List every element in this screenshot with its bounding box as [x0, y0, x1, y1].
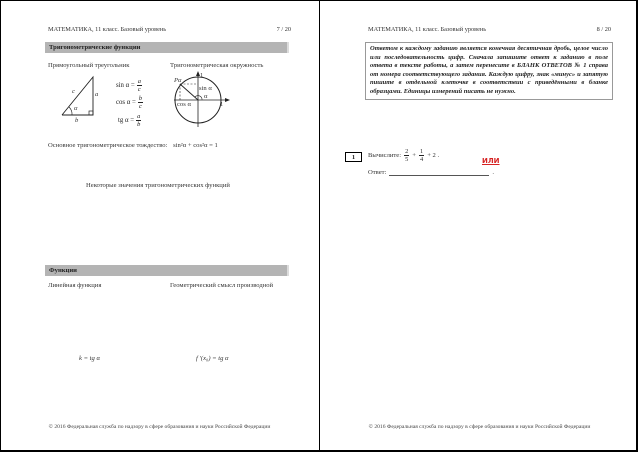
right-page [320, 0, 638, 452]
linear-function-graph [48, 290, 148, 352]
derivative-caption: f ′(x₀) = tg α [196, 355, 229, 362]
or-label: ИЛИ [482, 157, 500, 165]
circle-label-one-top: 1 [200, 72, 204, 79]
triangle-label-a: a [95, 91, 99, 98]
circle-label-sin: sin α [199, 85, 212, 92]
page-footer: © 2016 Федеральная служба по надзору в сфере образования и науки Российской Федерации [48, 424, 271, 430]
triangle-label-c: c [72, 88, 75, 95]
page-footer: © 2016 Федеральная служба по надзору в сфере образования и науки Российской Федерации [368, 424, 591, 430]
cos-formula: cos α = $\frac{b}{c}$ [116, 95, 143, 110]
identity-formula: sin²α + cos²α = 1 [173, 142, 218, 149]
page-number: 7 / 20 [276, 26, 291, 33]
triangle-title: Прямоугольный треугольник [48, 62, 130, 69]
table-caption: Некоторые значения тригонометрических функций [86, 182, 230, 189]
question-1a: Вычислите: $\frac{2}{5}$ + $\frac{1}{4}$ + 2 . [368, 148, 440, 163]
circle-label-p: Pα [174, 77, 182, 84]
answer-line[interactable] [389, 170, 489, 176]
instructions-box: Ответом к каждому заданию является конечная десятичная дробь, целое число или последовательность цифр. Сначала запишите ответ к заданию в поле ответа в тексте работы, а затем перенесите в БЛАНК ОТВЕТОВ № 1 справа от номера соответствующего задания. Каждую цифру, знак «минус» и запятую пишите в отдельной клеточке в соответствии с приведёнными в бланке образцами. Единицы измерений писать не нужно. [365, 42, 613, 100]
right-triangle-diagram [60, 75, 100, 120]
circle-label-alpha: α [204, 93, 208, 100]
derivative-title: Геометрический смысл производной [170, 282, 274, 289]
answer-field[interactable]: Ответ: . [368, 169, 495, 176]
circle-label-cos: cos α [177, 101, 191, 108]
triangle-label-alpha: α [74, 105, 78, 112]
sin-formula: sin α = $\frac{a}{c}$ [116, 78, 141, 93]
page-header-title: МАТЕМАТИКА, 11 класс. Базовый уровень [48, 26, 167, 33]
circle-title: Тригонометрическая окружность [170, 62, 264, 69]
section-trig-functions: Тригонометрические функции [45, 42, 289, 53]
derivative-graph [170, 290, 270, 352]
question-number: 1 [345, 152, 362, 162]
linear-title: Линейная функция [48, 282, 102, 289]
page-header-title: МАТЕМАТИКА, 11 класс. Базовый уровень [368, 26, 487, 33]
tg-formula: tg α = $\frac{a}{b}$ [118, 113, 141, 128]
identity-text: Основное тригонометрическое тождество: sin²α + cos²α = 1 [48, 142, 218, 149]
section-functions: Функции [45, 265, 289, 276]
triangle-label-b: b [75, 117, 79, 124]
circle-label-one-right: 1 [220, 101, 224, 108]
page-number: 8 / 20 [596, 26, 611, 33]
linear-caption: k = tg α [79, 355, 100, 362]
